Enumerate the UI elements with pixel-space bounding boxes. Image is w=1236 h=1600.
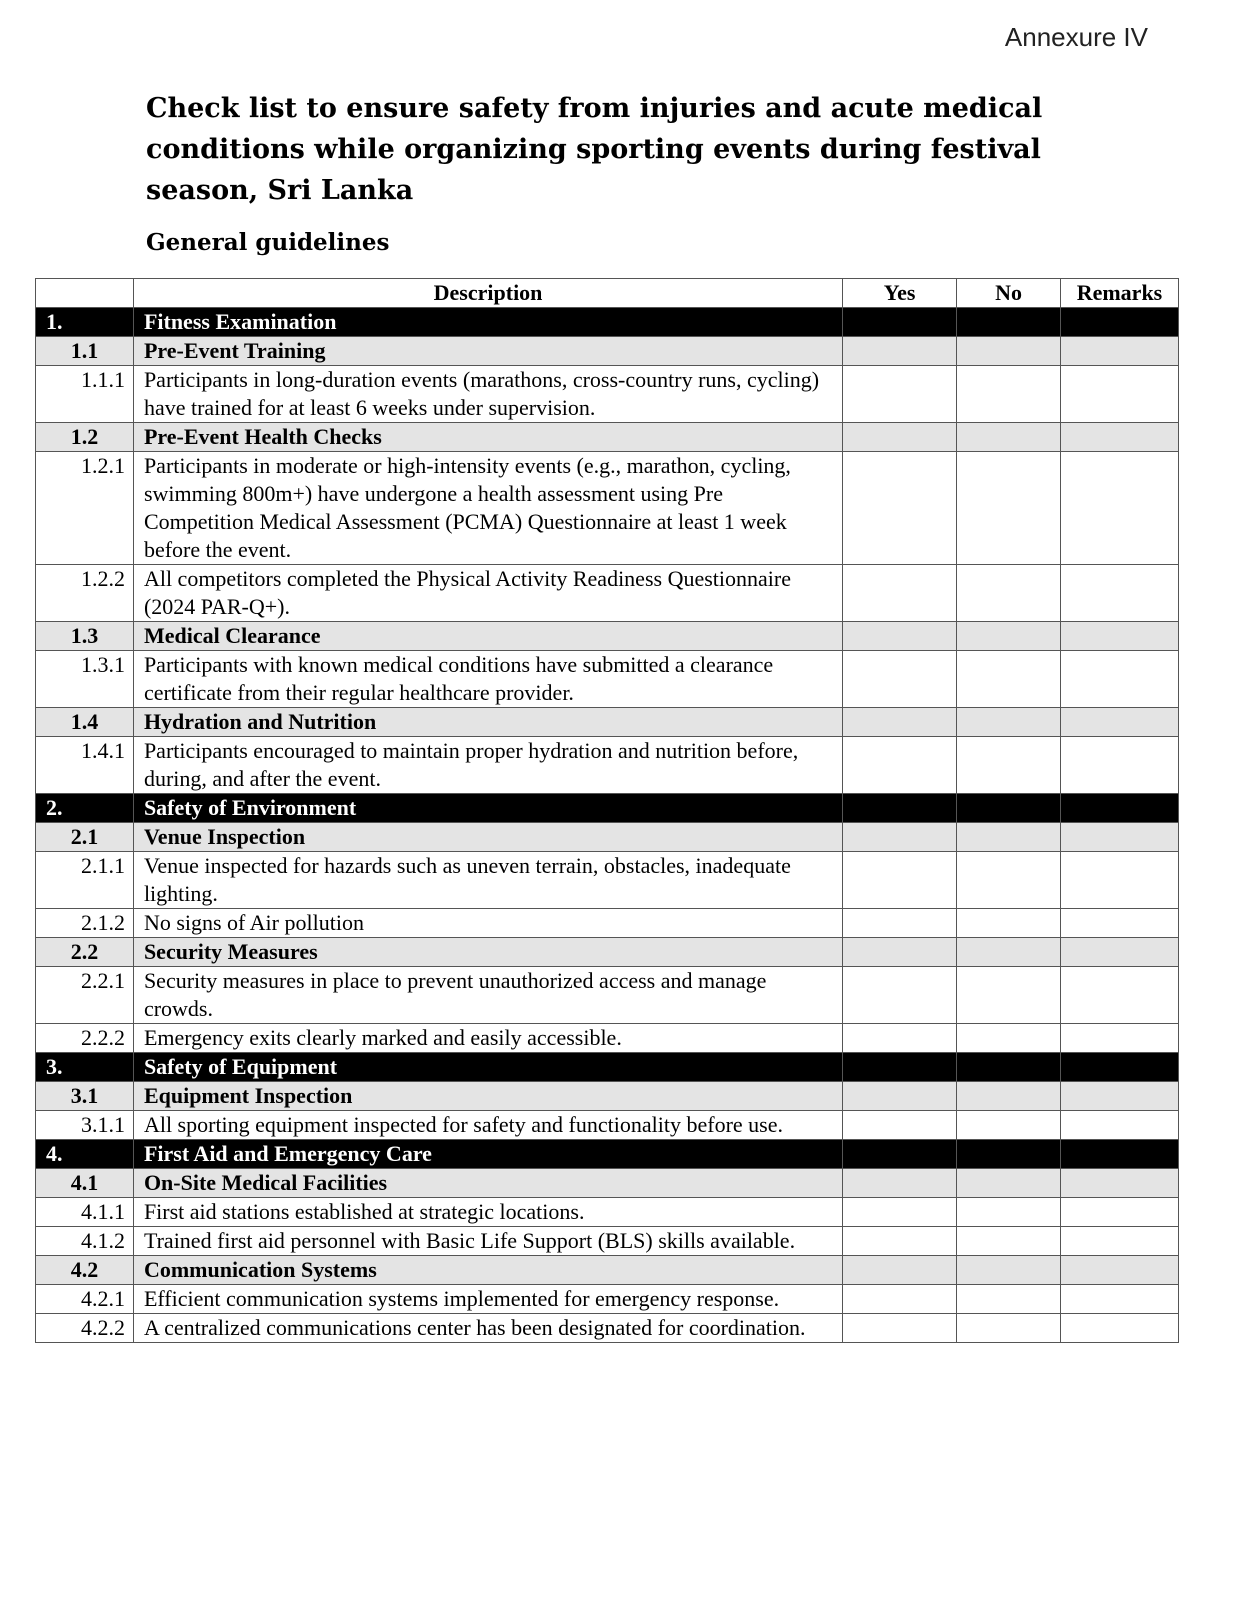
row-description: First aid stations established at strategic locations. [133,1198,842,1227]
row-description: Pre-Event Training [133,337,842,366]
remarks-cell[interactable] [1060,1285,1178,1314]
subsection-row [36,708,1179,737]
remarks-cell[interactable] [1060,366,1178,423]
no-cell [957,1256,1061,1285]
checklist-item-row [36,565,1179,622]
row-number: 2.2.1 [36,967,134,1024]
row-description: All competitors completed the Physical Activity Readiness Questionnaire (2024 PAR-Q+). [133,565,842,622]
row-description: Trained first aid personnel with Basic Life Support (BLS) skills available. [133,1227,842,1256]
yes-cell [843,794,957,823]
section-heading: General guidelines [146,229,390,256]
remarks-cell [1060,794,1178,823]
yes-cell [843,308,957,337]
no-cell[interactable] [957,1198,1061,1227]
yes-cell[interactable] [843,366,957,423]
row-number: 2.2.2 [36,1024,134,1053]
table-header-row [36,279,1179,308]
row-description: Participants with known medical conditions have submitted a clearance certificate from their regular healthcare provider. [133,651,842,708]
annexure-label: Annexure IV [1004,22,1148,52]
header-description: Description [133,279,842,308]
no-cell [957,622,1061,651]
row-number: 4. [36,1140,134,1169]
checklist-item-row [36,366,1179,423]
subsection-row [36,337,1179,366]
row-number: 1.4 [36,708,134,737]
yes-cell [843,1053,957,1082]
checklist-item-row [36,452,1179,565]
remarks-cell [1060,1256,1178,1285]
row-description: All sporting equipment inspected for safety and functionality before use. [133,1111,842,1140]
yes-cell [843,1256,957,1285]
row-number: 1.2 [36,423,134,452]
yes-cell [843,622,957,651]
no-cell[interactable] [957,909,1061,938]
row-number: 1.2.1 [36,452,134,565]
checklist-item-row [36,737,1179,794]
checklist-item-row [36,1227,1179,1256]
remarks-cell [1060,337,1178,366]
row-number: 4.2 [36,1256,134,1285]
remarks-cell [1060,938,1178,967]
no-cell[interactable] [957,852,1061,909]
row-number: 1.1 [36,337,134,366]
row-description: Fitness Examination [133,308,842,337]
no-cell[interactable] [957,1111,1061,1140]
no-cell[interactable] [957,1285,1061,1314]
subsection-row [36,1082,1179,1111]
row-description: Safety of Environment [133,794,842,823]
subsection-row [36,1169,1179,1198]
row-number: 2.1.1 [36,852,134,909]
checklist-item-row [36,909,1179,938]
row-description: Safety of Equipment [133,1053,842,1082]
no-cell [957,708,1061,737]
row-description: Participants in long-duration events (marathons, cross-country runs, cycling) have trained for at least 6 weeks under supervision. [133,366,842,423]
no-cell[interactable] [957,1024,1061,1053]
checklist-item-row [36,1198,1179,1227]
section-row [36,308,1179,337]
row-number: 4.2.2 [36,1314,134,1343]
yes-cell[interactable] [843,565,957,622]
remarks-cell [1060,1140,1178,1169]
checklist-item-row [36,1314,1179,1343]
yes-cell[interactable] [843,452,957,565]
row-description: Participants encouraged to maintain proper hydration and nutrition before, during, and after the event. [133,737,842,794]
subsection-row [36,423,1179,452]
no-cell [957,337,1061,366]
remarks-cell [1060,823,1178,852]
no-cell[interactable] [957,366,1061,423]
remarks-cell [1060,1169,1178,1198]
checklist-item-row [36,1024,1179,1053]
row-number: 2.1 [36,823,134,852]
row-description: Communication Systems [133,1256,842,1285]
remarks-cell [1060,622,1178,651]
yes-cell[interactable] [843,967,957,1024]
row-description: Security Measures [133,938,842,967]
yes-cell[interactable] [843,1314,957,1343]
remarks-cell [1060,708,1178,737]
row-number: 1.2.2 [36,565,134,622]
remarks-cell [1060,1082,1178,1111]
document-title: Check list to ensure safety from injuries and acute medical conditions while organizing sporting events during festival season, Sri Lanka [146,93,1043,206]
no-cell [957,423,1061,452]
no-cell [957,1169,1061,1198]
row-description: Venue Inspection [133,823,842,852]
subsection-row [36,823,1179,852]
no-cell [957,938,1061,967]
header-number [36,279,134,308]
subsection-row [36,938,1179,967]
no-cell [957,1082,1061,1111]
checklist-item-row [36,1111,1179,1140]
no-cell[interactable] [957,452,1061,565]
yes-cell[interactable] [843,1111,957,1140]
row-description: Venue inspected for hazards such as uneven terrain, obstacles, inadequate lighting. [133,852,842,909]
yes-cell[interactable] [843,737,957,794]
no-cell[interactable] [957,565,1061,622]
remarks-cell[interactable] [1060,909,1178,938]
yes-cell[interactable] [843,1227,957,1256]
remarks-cell [1060,423,1178,452]
header-remarks: Remarks [1060,279,1178,308]
no-cell [957,823,1061,852]
row-description: Equipment Inspection [133,1082,842,1111]
row-description: A centralized communications center has been designated for coordination. [133,1314,842,1343]
yes-cell[interactable] [843,1024,957,1053]
remarks-cell[interactable] [1060,565,1178,622]
remarks-cell[interactable] [1060,1111,1178,1140]
section-row [36,794,1179,823]
yes-cell [843,423,957,452]
no-cell[interactable] [957,737,1061,794]
row-number: 1.3 [36,622,134,651]
row-number: 1.4.1 [36,737,134,794]
row-number: 3. [36,1053,134,1082]
yes-cell[interactable] [843,852,957,909]
remarks-cell[interactable] [1060,1198,1178,1227]
remarks-cell [1060,308,1178,337]
row-number: 2. [36,794,134,823]
subsection-row [36,622,1179,651]
remarks-cell[interactable] [1060,852,1178,909]
yes-cell [843,708,957,737]
yes-cell [843,1169,957,1198]
remarks-cell [1060,1053,1178,1082]
yes-cell [843,1140,957,1169]
remarks-cell[interactable] [1060,651,1178,708]
row-description: No signs of Air pollution [133,909,842,938]
yes-cell [843,938,957,967]
row-description: Efficient communication systems implemented for emergency response. [133,1285,842,1314]
row-number: 2.1.2 [36,909,134,938]
subsection-row [36,1256,1179,1285]
no-cell[interactable] [957,1227,1061,1256]
remarks-cell[interactable] [1060,1314,1178,1343]
row-description: Security measures in place to prevent unauthorized access and manage crowds. [133,967,842,1024]
header-yes: Yes [843,279,957,308]
remarks-cell[interactable] [1060,1024,1178,1053]
no-cell [957,1140,1061,1169]
row-description: On-Site Medical Facilities [133,1169,842,1198]
row-number: 1.3.1 [36,651,134,708]
row-description: Pre-Event Health Checks [133,423,842,452]
checklist-item-row [36,651,1179,708]
row-number: 1. [36,308,134,337]
section-row [36,1053,1179,1082]
row-description: First Aid and Emergency Care [133,1140,842,1169]
yes-cell[interactable] [843,1285,957,1314]
row-number: 4.2.1 [36,1285,134,1314]
checklist-table [35,278,1179,1343]
remarks-cell[interactable] [1060,967,1178,1024]
remarks-cell[interactable] [1060,1227,1178,1256]
row-number: 2.2 [36,938,134,967]
row-description: Medical Clearance [133,622,842,651]
no-cell[interactable] [957,967,1061,1024]
row-description: Participants in moderate or high-intensity events (e.g., marathon, cycling, swimming 800m+) have undergone a health assessment using Pre Competition Medical Assessment (PCMA) Questionnaire at least 1 week before the event. [133,452,842,565]
row-number: 4.1.2 [36,1227,134,1256]
no-cell [957,1053,1061,1082]
checklist-item-row [36,852,1179,909]
row-number: 3.1.1 [36,1111,134,1140]
no-cell [957,308,1061,337]
no-cell[interactable] [957,651,1061,708]
remarks-cell[interactable] [1060,452,1178,565]
row-number: 3.1 [36,1082,134,1111]
yes-cell [843,1082,957,1111]
yes-cell[interactable] [843,909,957,938]
checklist-item-row [36,967,1179,1024]
row-number: 1.1.1 [36,366,134,423]
yes-cell[interactable] [843,1198,957,1227]
no-cell[interactable] [957,1314,1061,1343]
checklist-body [36,308,1179,1343]
remarks-cell[interactable] [1060,737,1178,794]
row-number: 4.1.1 [36,1198,134,1227]
yes-cell[interactable] [843,651,957,708]
yes-cell [843,823,957,852]
row-number: 4.1 [36,1169,134,1198]
no-cell [957,794,1061,823]
row-description: Hydration and Nutrition [133,708,842,737]
yes-cell [843,337,957,366]
row-description: Emergency exits clearly marked and easily accessible. [133,1024,842,1053]
checklist-item-row [36,1285,1179,1314]
section-row [36,1140,1179,1169]
header-no: No [957,279,1061,308]
